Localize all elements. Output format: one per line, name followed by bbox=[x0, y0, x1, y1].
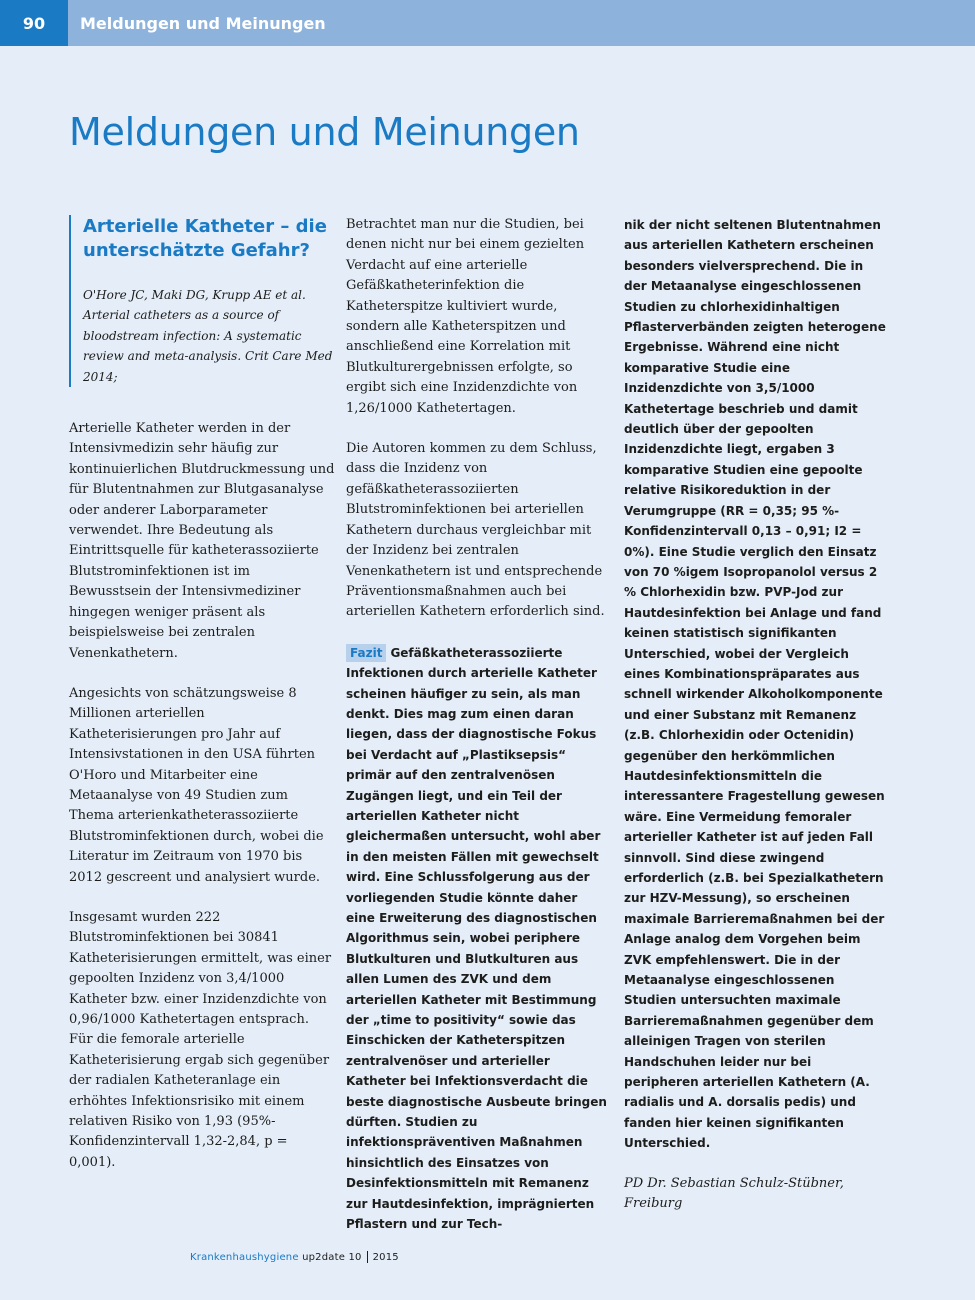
paragraph: Betrachtet man nur die Studien, bei denen nicht nur bei einem gezielten Verdacht auf eine arterielle Gefäßkatheterinfektion die Katheterspitze kultiviert wurde, sondern alle Katheterspitzen und anschließend eine Korrelation mit Blutkulturergebnissen erfolgte, so ergibt sich eine Inzidenzdichte von 1,26/1000 Kathetertagen. bbox=[346, 217, 585, 416]
column-2 bbox=[346, 215, 608, 1235]
column-1 bbox=[69, 215, 335, 1173]
paragraph: Die Autoren kommen zu dem Schluss, dass die Inzidenz von gefäßkatheterassoziierten Blutstrominfektionen bei arteriellen Kathetern durchaus vergleichbar mit der Inzidenz bei zentralen Venenkathetern ist und entsprechende Präventionsmaßnahmen auch bei arteriellen Kathetern erforderlich sind. bbox=[346, 441, 605, 620]
article-title: Arterielle Katheter – die unterschätzte Gefahr? bbox=[83, 216, 327, 261]
fazit-continuation: nik der nicht seltenen Blutentnahmen aus arteriellen Kathetern erscheinen besonders vielversprechend. Die in der Metaanalyse eingeschlossenen Studien zu chlorhexidinhaltigen Pflasterverbänden zeigten heterogene Ergebnisse. Während eine nicht komparative Studie eine Inzidenzdichte von 3,5/1000 Kathetertage beschrieb und damit deutlich über der gepoolten Inzidenzdichte liegt, ergaben 3 komparative Studien eine gepoolte relative Risikoreduktion in der Verumgruppe (RR = 0,35; 95 %-Konfidenzintervall 0,13 – 0,91; I2 = 0%). Eine Studie verglich den Einsatz von 70 %igem Isopropanolol versus 2 % Chlorhexidin bzw. PVP-Jod zur Hautdesinfektion bei Anlage und fand keinen statistisch signifikanten Unterschied, wobei der Vergleich eines Kombinationspräparates aus schnell wirkender Alkoholkomponente und einer Substanz mit Remanenz (z.B. Chlorhexidin oder Octenidin) gegenüber den herkömmlichen Hautdesinfektionsmitteln die interessantere Fragestellung gewesen wäre. Eine Vermeidung femoraler arterieller Katheter ist auf jeden Fall sinnvoll. Sind diese zwingend erforderlich (z.B. bei Spezialkathetern zur HZV-Messung), so erscheinen maximale Barrieremaßnahmen bei der Anlage analog dem Vorgehen beim ZVK empfehlenswert. Die in der Metaanalyse eingeschlossenen Studien untersuchten maximale Barrieremaßnahmen gegenüber dem alleinigen Tragen von sterilen Handschuhen leider nur bei peripheren arteriellen Kathetern (A. radialis und A. dorsalis pedis) und fanden hier keinen signifikanten Unterschied. bbox=[624, 218, 886, 1151]
fazit-block bbox=[346, 643, 608, 1235]
column-3 bbox=[624, 215, 886, 1215]
footer-journal: Krankenhaushygiene bbox=[190, 1252, 299, 1263]
article-header bbox=[69, 215, 335, 387]
footer-divider bbox=[367, 1251, 368, 1263]
footer-year: 2015 bbox=[372, 1252, 399, 1263]
fazit-text: Gefäßkatheterassoziierte Infektionen durch arterielle Katheter scheinen häufiger zu sein, als man denkt. Dies mag zum einen daran liegen, dass der diagnostische Fokus bei Verdacht auf „Plastiksepsis“ primär auf den zentralvenösen Zugängen liegt, und ein Teil der arteriellen Katheter nicht gleichermaßen untersucht, wohl aber in den meisten Fällen mit gewechselt wird. Eine Schlussfolgerung aus der vorliegenden Studie könnte daher eine Erweiterung des diagnostischen Algorithmus sein, wobei periphere Blutkulturen und Blutkulturen aus allen Lumen des ZVK und dem arteriellen Katheter mit Bestimmung der „time to positivity“ sowie das Einschicken der Katheterspitzen zentralvenöser und arterieller Katheter bei Infektionsverdacht die beste diagnostische Ausbeute bringen dürften. Studien zu infektionspräventiven Maßnahmen hinsichtlich des Einsatzes von Desinfektionsmitteln mit Remanenz zur Hautdesinfektion, imprägnierten Pflastern und zur Tech- bbox=[346, 645, 607, 1232]
page-number: 90 bbox=[0, 0, 68, 46]
paragraph: Angesichts von schätzungsweise 8 Millionen arteriellen Katheterisierungen pro Jahr auf Intensivstationen in den USA führten O'Horo und Mitarbeiter eine Metaanalyse von 49 Studien zum Thema arterienkatheterassoziierte Blutstrominfektionen durch, wobei die Literatur im Zeitraum von 1970 bis 2012 gescreent und analysiert wurde. bbox=[69, 685, 324, 885]
section-label: Meldungen und Meinungen bbox=[80, 13, 326, 33]
footer-issue: up2date 10 bbox=[302, 1252, 362, 1263]
fazit-badge: Fazit bbox=[346, 644, 386, 662]
article-reference: O'Hore JC, Maki DG, Krupp AE et al. Arterial catheters as a source of bloodstream infection: A systematic review and meta-analysis. Crit Care Med 2014; bbox=[83, 288, 333, 384]
page-title: Meldungen und Meinungen bbox=[69, 110, 580, 154]
author-signature: PD Dr. Sebastian Schulz-Stübner, Freiburg bbox=[624, 1175, 844, 1212]
paragraph: Arterielle Katheter werden in der Intensivmedizin sehr häufig zur kontinuierlichen Blutdruckmessung und für Blutentnahmen zur Blutgasanalyse oder anderer Laborparameter verwendet. Ihre Bedeutung als Eintrittsquelle für katheterassoziierte Blutstrominfektionen ist im Bewusstsein der Intensivmediziner hingegen weniger präsent als beispielsweise bei zentralen Venenkathetern. bbox=[69, 421, 335, 661]
footer bbox=[190, 1251, 399, 1263]
paragraph: Insgesamt wurden 222 Blutstrominfektionen bei 30841 Katheterisierungen ermittelt, was einer gepoolten Inzidenz von 3,4/1000 Katheter bzw. einer Inzidenzdichte von 0,96/1000 Kathetertagen entsprach. Für die femorale arterielle Katheterisierung ergab sich gegenüber der radialen Katheteranlage ein erhöhtes Infektionsrisiko mit einem relativen Risiko von 1,93 (95%-Konfidenzintervall 1,32-2,84, p = 0,001). bbox=[69, 909, 332, 1170]
